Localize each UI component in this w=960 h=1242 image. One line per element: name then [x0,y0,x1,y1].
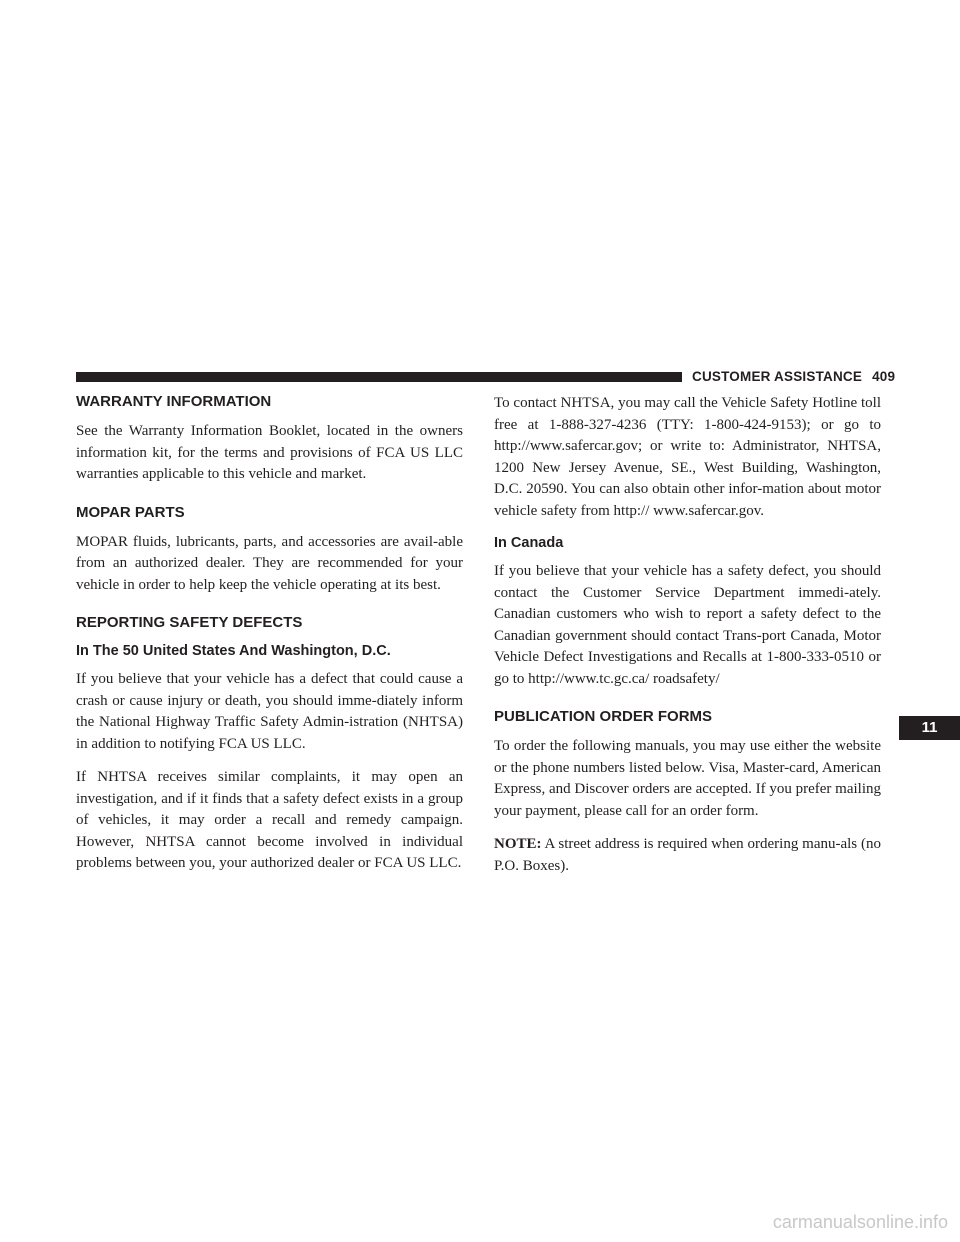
running-head [692,369,895,384]
left-column [76,393,463,887]
canada-subheading: In Canada [494,535,564,551]
publication-paragraph: To order the following manuals, you may use either the website or the phone numbers listed below. Visa, Master-card, American Express, and Discover orders are accepted. If you prefer mailing your payment, please call for an order form. [494,738,881,819]
nhtsa-contact-paragraph: To contact NHTSA, you may call the Vehicle Safety Hotline toll free at 1-888-327-4236 (TTY: 1-800-424-9153); or go to http://www.safercar.gov; or write to: Administrator, NHTSA, 1200 New Jersey Avenue, SE., West Building, Washington, D.C. 20590. You can also obtain other infor-mation about motor vehicle safety from http:// www.safercar.gov. [494,395,881,519]
note-text: A street address is required when ordering manu-als (no P.O. Boxes). [494,836,881,874]
mopar-heading: MOPAR PARTS [76,503,185,521]
us-paragraph-2: If NHTSA receives similar complaints, it may open an investigation, and if it finds that a safety defect exists in a group of vehicles, it may order a recall and remedy campaign. However, NHTSA cannot become involved in individual problems between you, your authorized dealer or FCA US LLC. [76,769,463,871]
header-rule [76,372,682,382]
warranty-paragraph: See the Warranty Information Booklet, located in the owners information kit, for the terms and provisions of FCA US LLC warranties applicable to this vehicle and market. [76,423,463,482]
watermark: carmanualsonline.info [772,1212,948,1232]
reporting-heading: REPORTING SAFETY DEFECTS [76,614,303,631]
mopar-paragraph: MOPAR fluids, lubricants, parts, and accessories are avail-able from an authorized dealer. They are recommended for your vehicle in order to help keep the vehicle operating at its best. [76,533,463,593]
warranty-heading: WARRANTY INFORMATION [76,393,272,410]
us-paragraph-1: If you believe that your vehicle has a defect that could cause a crash or cause injury or death, you should imme-diately inform the National Highway Traffic Safety Admin-istration (NHTSA) in addition to notifying FCA US LLC. [76,671,463,752]
right-column [494,393,881,889]
canada-paragraph: If you believe that your vehicle has a safety defect, you should contact the Customer Service Department immedi-ately. Canadian customers who wish to report a safety defect to the Canadian government should contact Trans-port Canada, Motor Vehicle Defect Investigations and Recalls at 1-800-333-0510 or go to http://www.tc.gc.ca/ roadsafety/ [494,563,881,687]
section-title: CUSTOMER ASSISTANCE [692,369,863,384]
note-paragraph [494,834,881,877]
chapter-tab: 11 [899,716,960,740]
note-label: NOTE: [494,836,542,852]
page-number: 409 [872,369,896,384]
publication-heading: PUBLICATION ORDER FORMS [494,708,713,725]
us-subheading: In The 50 United States And Washington, D.C. [76,643,391,659]
